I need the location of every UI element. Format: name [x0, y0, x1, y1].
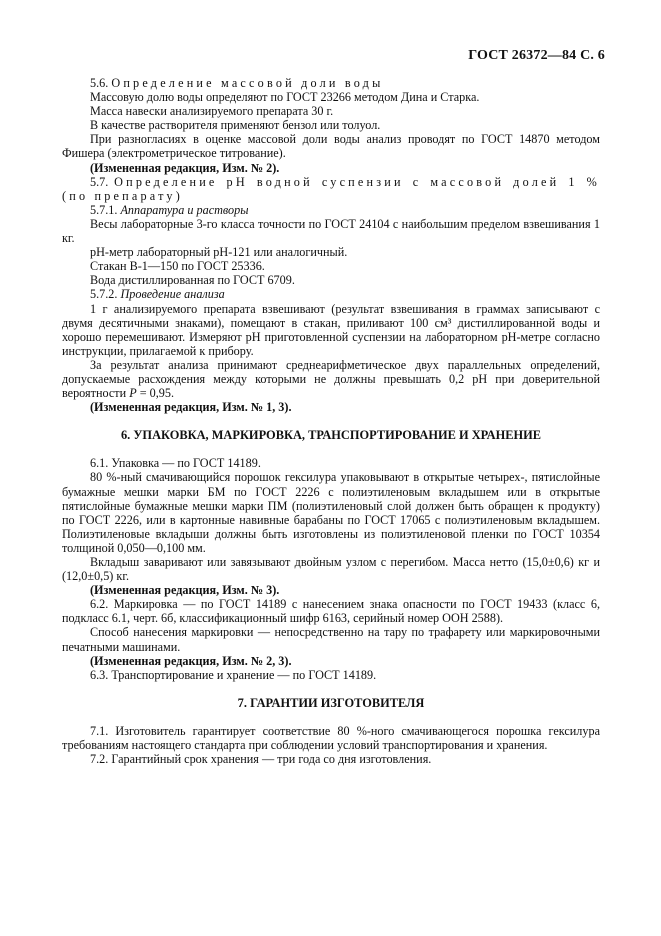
- page-header: ГОСТ 26372—84 С. 6: [468, 48, 605, 63]
- clause-title: Аппаратура и растворы: [120, 202, 249, 217]
- paragraph: 80 %-ный смачивающийся порошок гексилура упаковывают в открытые четырех-, пятислойные бумажные мешки марки БМ по ГОСТ 2226 с полиэтиленовым вкладышем или в открытые пятислойные бумажные мешки марки ПМ (полиэтиленовый слой должен быть обращен к продукту) по ГОСТ 2226, или в картонные навивные барабаны по ГОСТ 17065 с полиэтиленовым вкладышем. Полиэтиленовые вкладыши должны быть изготовлены из полиэтиленовой пленки по ГОСТ 10354 толщиной 0,050—0,100 мм.: [62, 470, 600, 555]
- revision-note: (Измененная редакция, Изм. № 2, 3).: [90, 653, 292, 668]
- paragraph-5-6: [62, 76, 600, 90]
- revision-note: (Измененная редакция, Изм. № 1, 3).: [90, 400, 292, 415]
- paragraph: 7.1. Изготовитель гарантирует соответствие 80 %-ного смачивающегося порошка гексилура требованиям настоящего стандарта при соблюдении условий транспортирования и хранения.: [62, 723, 600, 753]
- section-heading-7: 7. ГАРАНТИИ ИЗГОТОВИТЕЛЯ: [237, 695, 425, 710]
- clause-number: 5.7.: [90, 174, 109, 189]
- revision-note: (Измененная редакция, Изм. № 3).: [90, 583, 280, 598]
- document-body: [62, 76, 600, 766]
- clause-title: Определение массовой доли воды: [111, 76, 384, 90]
- paragraph: 7.2. Гарантийный срок хранения — три года со дня изготовления.: [90, 752, 432, 767]
- clause-title: Определение pH водной суспензии с массовой долей 1 % (по препарату): [62, 174, 601, 203]
- paragraph: pH-метр лабораторный pH-121 или аналогичный.: [90, 245, 348, 260]
- paragraph: Вода дистиллированная по ГОСТ 6709.: [90, 273, 295, 288]
- text-run: = 0,95.: [139, 386, 175, 401]
- paragraph: 6.1. Упаковка — по ГОСТ 14189.: [90, 456, 261, 471]
- symbol-p: P: [129, 386, 137, 401]
- clause-number: 5.7.2.: [90, 287, 118, 302]
- text-run: За результат анализа принимают среднеарифметическое двух параллельных определений, допускаемые расхождения между которыми не должны превышать 0,2 pH при доверительной вероятности: [62, 357, 600, 401]
- clause-number: 5.6.: [90, 76, 109, 90]
- paragraph: В качестве растворителя применяют бензол или толуол.: [90, 118, 381, 133]
- paragraph: [62, 358, 600, 400]
- paragraph: Способ нанесения маркировки — непосредственно на тару по трафарету или маркировочными печатными машинами.: [62, 625, 600, 654]
- paragraph: Массовую долю воды определяют по ГОСТ 23266 методом Дина и Старка.: [90, 90, 480, 105]
- paragraph: Стакан В-1—150 по ГОСТ 25336.: [90, 259, 265, 274]
- paragraph: Вкладыш заваривают или завязывают двойным узлом с перегибом. Масса нетто (15,0±0,6) кг и (12,0±0,5) кг.: [62, 555, 600, 584]
- paragraph-5-7-1: [62, 203, 600, 217]
- revision-note: (Измененная редакция, Изм. № 2).: [90, 160, 280, 175]
- section-heading-6: 6. УПАКОВКА, МАРКИРОВКА, ТРАНСПОРТИРОВАНИЕ И ХРАНЕНИЕ: [120, 428, 542, 443]
- paragraph-5-7: [62, 175, 600, 203]
- paragraph: 6.3. Транспортирование и хранение — по ГОСТ 14189.: [90, 667, 377, 682]
- paragraph: 6.2. Маркировка — по ГОСТ 14189 с нанесением знака опасности по ГОСТ 19433 (класс 6, подкласс 6.1, черт. 6б, классификационный шифр 6163, серийный номер ООН 2588).: [62, 597, 600, 626]
- paragraph: 1 г анализируемого препарата взвешивают (результат взвешивания в граммах записывают с двумя десятичными знаками), помещают в стакан, приливают 100 см³ дистиллированной воды и хорошо перемешивают. Измеряют pH приготовленной суспензии на лабораторном pH-метре согласно инструкции, прилагаемой к прибору.: [62, 301, 600, 358]
- paragraph: Весы лабораторные 3-го класса точности по ГОСТ 24104 с наибольшим пределом взвешивания 1 кг.: [62, 216, 600, 246]
- clause-number: 5.7.1.: [90, 202, 118, 217]
- clause-title: Проведение анализа: [120, 287, 225, 302]
- paragraph: При разногласиях в оценке массовой доли воды анализ проводят по ГОСТ 14870 методом Фишера (электрометрическое титрование).: [62, 132, 600, 161]
- paragraph: Масса навески анализируемого препарата 30 г.: [90, 104, 334, 119]
- paragraph-5-7-2: [62, 287, 600, 301]
